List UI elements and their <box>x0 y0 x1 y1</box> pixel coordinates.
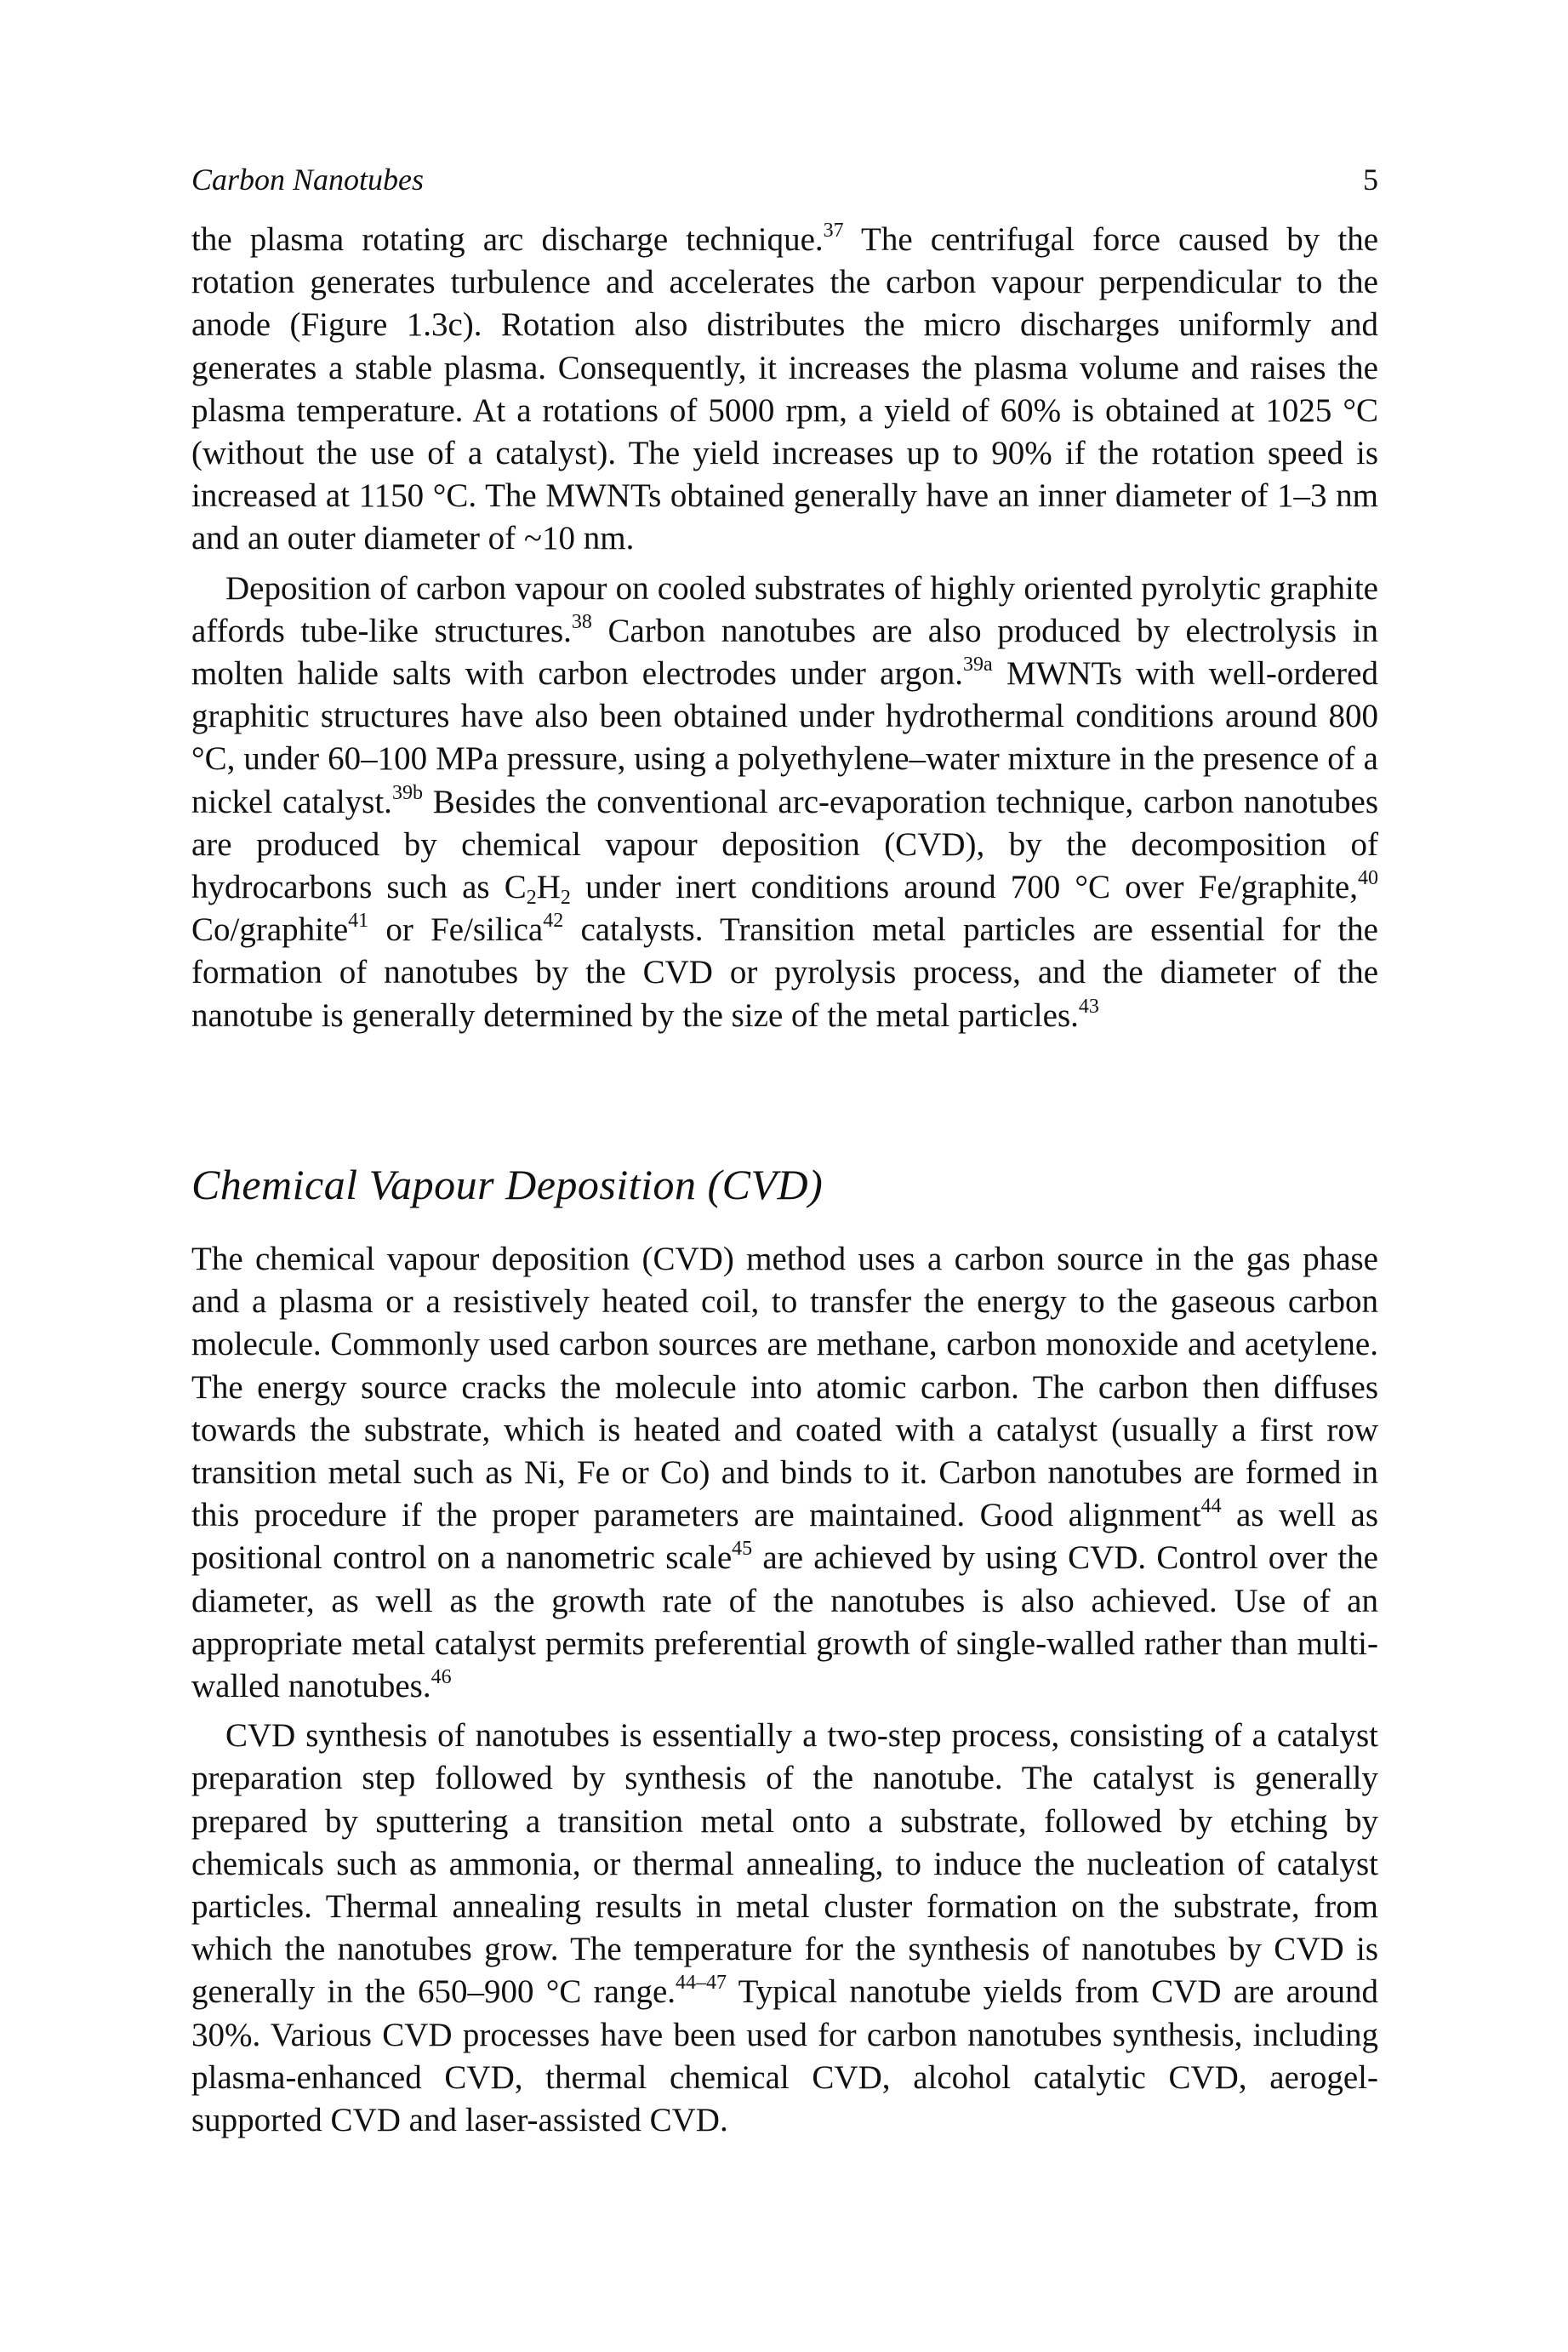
text-run: The centrifugal force caused by the rotation generates turbulence and accelerates the carbon vapour perpendicular to the anode (Figure 1.3c). Rotation also distributes the micro discharges uniformly and generates a stable plasma. Consequently, it increases the plasma volume and raises the plasma temperature. At a rotations of 5000 rpm, a yield of 60% is obtained at 1025 °C (without the use of a catalyst). The yield increases up to 90% if the rotation speed is increased at 1150 °C. The MWNTs obtained generally have an inner diameter of 1–3 nm and an outer diameter of ~10 nm. <box>191 221 1378 557</box>
text-run: Typical nanotube yields from CVD are around 30%. Various CVD processes have been used for carbon nanotubes synthesis, including plasma-enhanced CVD, thermal chemical CVD, alcohol catalytic CVD, aerogel-supported CVD and laser-assisted CVD. <box>191 1973 1378 2139</box>
text-run: H <box>536 869 561 906</box>
text-run: as well as positional control on a nanometric scale <box>191 1497 1379 1577</box>
reference-marker: 43 <box>1078 995 1099 1018</box>
paragraph-plasma-rotating-arc <box>191 219 1378 561</box>
paragraph-cvd-synthesis <box>191 1715 1378 2142</box>
text-run: the plasma rotating arc discharge technique. <box>191 221 824 258</box>
body-text-cvd-section <box>191 1238 1378 2142</box>
body-text-top <box>191 219 1378 1037</box>
paragraph-deposition-methods <box>191 568 1378 1037</box>
text-run: Co/graphite <box>191 911 349 949</box>
text-run: Besides the conventional arc-evaporation technique, carbon nanotubes are produced by chemical vapour deposition (CVD), by the decomposition of hydrocarbons such as C <box>191 783 1379 906</box>
reference-marker: 42 <box>543 910 564 933</box>
text-run: are achieved by using CVD. Control over the diameter, as well as the growth rate of the nanotubes is also achieved. Use of an appropriate metal catalyst permits preferential growth of single-walled rather than multi-walled nanotubes. <box>191 1539 1378 1705</box>
text-run: Carbon nanotubes are also produced by electrolysis in molten halide salts with carbon electrodes under argon. <box>191 612 1378 693</box>
reference-marker: 44–47 <box>676 1972 727 1995</box>
subscript: 2 <box>560 887 571 910</box>
text-run: Deposition of carbon vapour on cooled substrates of highly oriented pyrolytic graphite affords tube-like structures. <box>191 569 1378 649</box>
reference-marker: 38 <box>571 610 592 633</box>
text-run: catalysts. Transition metal particles are essential for the formation of nanotubes by the CVD or pyrolysis process, and the diameter of the nanotube is generally determined by the size of the metal particles. <box>191 911 1378 1034</box>
reference-marker: 39a <box>963 654 993 676</box>
reference-marker: 37 <box>823 220 844 242</box>
text-run: CVD synthesis of nanotubes is essentially a two-step process, consisting of a catalyst preparation step followed by synthesis of the nanotube. The catalyst is generally prepared by sputtering a transition metal onto a substrate, followed by etching by chemicals such as ammonia, or thermal annealing, to induce the nucleation of catalyst particles. Thermal annealing results in metal cluster formation on the substrate, from which the nanotubes grow. The temperature for the synthesis of nanotubes by CVD is generally in the 650–900 °C range. <box>191 1717 1378 2011</box>
reference-marker: 46 <box>430 1666 452 1689</box>
text-run: or Fe/silica <box>368 911 544 949</box>
running-header <box>191 158 1378 201</box>
paragraph-cvd-method <box>191 1238 1378 1708</box>
text-run: The chemical vapour deposition (CVD) method uses a carbon source in the gas phase and a plasma or a resistively heated coil, to transfer the energy to the gaseous carbon molecule. Commonly used carbon sources are methane, carbon monoxide and acetylene. The energy source cracks the molecule into atomic carbon. The carbon then diffuses towards the substrate, which is heated and coated with a catalyst (usually a first row transition metal such as Ni, Fe or Co) and binds to it. Carbon nanotubes are formed in this procedure if the proper parameters are maintained. Good alignment <box>191 1241 1378 1534</box>
reference-marker: 39b <box>391 781 423 804</box>
running-title: Carbon Nanotubes <box>191 163 425 197</box>
reference-marker: 44 <box>1200 1495 1222 1518</box>
section-heading: Chemical Vapour Deposition (CVD) <box>191 1161 824 1208</box>
reference-marker: 40 <box>1358 867 1378 890</box>
reference-marker: 45 <box>732 1538 753 1561</box>
reference-marker: 41 <box>348 910 369 933</box>
text-run: under inert conditions around 700 °C over Fe/graphite, <box>570 869 1358 906</box>
page-number: 5 <box>1363 163 1378 197</box>
text-run: MWNTs with well-ordered graphitic structures have also been obtained under hydrothermal conditions around 800 °C, under 60–100 MPa pressure, using a polyethylene–water mixture in the presence of a nickel catalyst. <box>191 655 1378 820</box>
subscript: 2 <box>526 887 537 910</box>
